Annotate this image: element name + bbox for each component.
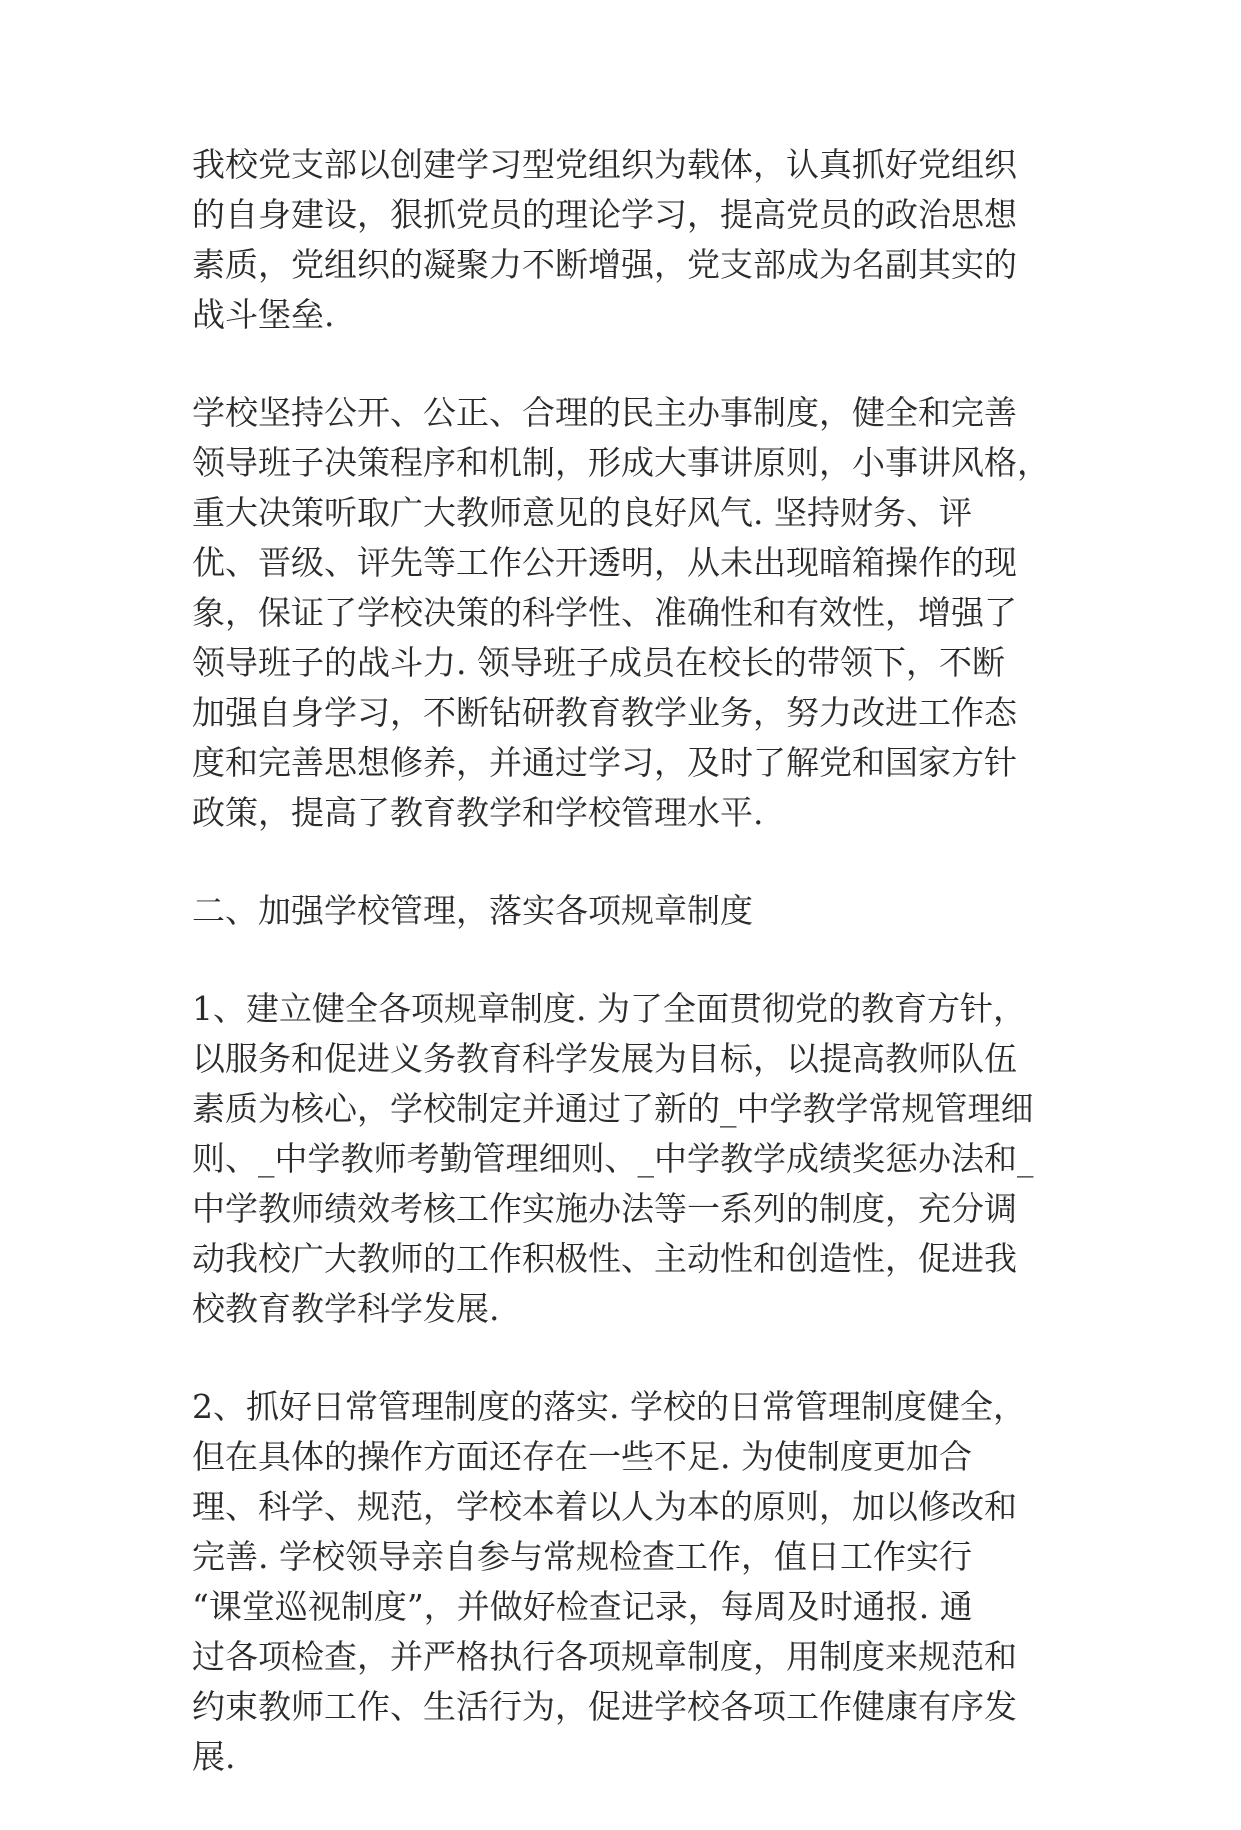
text-line: 但在具体的操作方面还存在一些不足. 为使制度更加合 [192, 1437, 972, 1476]
text-line: 素质，党组织的凝聚力不断增强，党支部成为名副其实的 [192, 245, 1017, 284]
text-line: “课堂巡视制度”，并做好检查记录，每周及时通报. 通 [192, 1587, 973, 1626]
text-line: 象，保证了学校决策的科学性、准确性和有效性，增强了 [192, 593, 1017, 632]
text-line: 加强自身学习，不断钻研教育教学业务，努力改进工作态 [192, 693, 1017, 732]
text-line: 领导班子的战斗力. 领导班子成员在校长的带领下，不断 [192, 643, 1005, 682]
text-line: 约束教师工作、生活行为，促进学校各项工作健康有序发 [192, 1687, 1017, 1726]
text-line: 过各项检查，并严格执行各项规章制度，用制度来规范和 [192, 1637, 1017, 1676]
paragraph-party-branch [192, 140, 1052, 340]
text-line: 领导班子决策程序和机制，形成大事讲原则，小事讲风格， [192, 443, 1050, 482]
paragraph-rules-system [192, 984, 1052, 1334]
paragraph-daily-management [192, 1382, 1052, 1782]
text-line: 优、晋级、评先等工作公开透明，从未出现暗箱操作的现 [192, 543, 1017, 582]
text-line: 素质为核心，学校制定并通过了新的_中学教学常规管理细 [192, 1089, 1034, 1128]
text-line: 则、_中学教师考勤管理细则、_中学教学成绩奖惩办法和_ [192, 1139, 1034, 1178]
text-line: 1、建立健全各项规章制度. 为了全面贯彻党的教育方针， [192, 989, 1026, 1028]
text-line: 理、科学、规范，学校本着以人为本的原则，加以修改和 [192, 1487, 1017, 1526]
text-line: 动我校广大教师的工作积极性、主动性和创造性，促进我 [192, 1239, 1017, 1278]
text-line: 我校党支部以创建学习型党组织为载体，认真抓好党组织 [192, 145, 1017, 184]
text-line: 学校坚持公开、公正、合理的民主办事制度，健全和完善 [192, 393, 1017, 432]
text-line: 重大决策听取广大教师意见的良好风气. 坚持财务、评 [192, 493, 972, 532]
text-line: 完善. 学校领导亲自参与常规检查工作，值日工作实行 [192, 1537, 972, 1576]
text-line: 2、抓好日常管理制度的落实. 学校的日常管理制度健全， [192, 1387, 1026, 1426]
text-line: 度和完善思想修养，并通过学习，及时了解党和国家方针 [192, 743, 1017, 782]
paragraph-democratic-management [192, 388, 1052, 838]
text-line: 政策，提高了教育教学和学校管理水平. [192, 793, 764, 832]
text-line: 以服务和促进义务教育科学发展为目标，以提高教师队伍 [192, 1039, 1017, 1078]
text-line: 校教育教学科学发展. [192, 1289, 500, 1328]
text-line: 的自身建设，狠抓党员的理论学习，提高党员的政治思想 [192, 195, 1017, 234]
text-line: 展. [192, 1737, 236, 1776]
section-heading-text: 二、加强学校管理，落实各项规章制度 [192, 891, 753, 930]
text-line: 中学教师绩效考核工作实施办法等一系列的制度，充分调 [192, 1189, 1017, 1228]
section-heading [192, 886, 1052, 936]
text-line: 战斗堡垒. [192, 295, 335, 334]
document-body [192, 140, 1052, 1830]
